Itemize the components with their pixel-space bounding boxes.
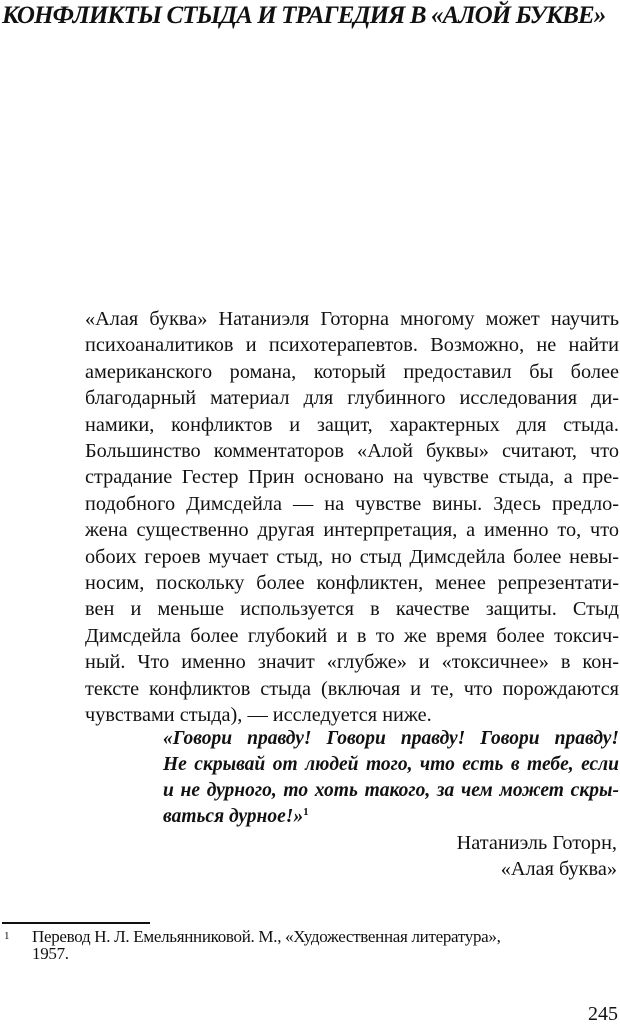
body-line: психоаналитиков и психотерапевтов. Возможно, не найти	[85, 334, 619, 357]
body-line: намики, конфликтов и защит, характерных для стыда.	[85, 413, 619, 436]
footnote-marker: 1	[4, 930, 10, 942]
body-line: вен и меньше используется в качестве защиты. Стыд	[85, 598, 619, 621]
body-line: Большинство комментаторов «Алой буквы» считают, что	[85, 440, 619, 463]
footnote	[2, 928, 618, 962]
footnote-reference[interactable]: 1	[303, 806, 309, 818]
epigraph-line: «Говори правду! Говори правду! Говори правду!	[163, 728, 619, 749]
epigraph-quote	[163, 726, 619, 830]
epigraph-line-last	[163, 804, 619, 830]
body-line: чувствами стыда), — исследуется ниже.	[85, 704, 432, 727]
body-line: ный. Что именно значит «глубже» и «токсичнее» в кон-	[85, 651, 619, 674]
footnote-text-line2: 1957.	[32, 944, 69, 963]
footnote-text-line1: Перевод Н. Л. Емельянниковой. М., «Художественная литература»,	[32, 927, 501, 946]
epigraph-line: и не дурного, то хоть такого, за чем может скры-	[163, 780, 619, 801]
body-paragraph	[85, 306, 619, 729]
footnote-divider	[2, 922, 150, 924]
page-number: 245	[588, 1003, 618, 1025]
attribution-work: «Алая буква»	[500, 858, 617, 881]
body-line: Димсдейла более глубокий и в то же время более токсич-	[85, 624, 619, 647]
epigraph-line-text: ваться дурное!»	[163, 806, 304, 827]
epigraph-attribution	[457, 830, 617, 883]
body-line: носим, поскольку более конфликтен, менее репрезентати-	[85, 572, 619, 595]
body-line: страдание Гестер Прин основано на чувстве стыда, а пре-	[85, 466, 619, 489]
running-head: КОНФЛИКТЫ СТЫДА И ТРАГЕДИЯ В «АЛОЙ БУКВЕ»	[2, 2, 606, 29]
body-line: благодарный материал для глубинного исследования ди-	[85, 387, 619, 410]
epigraph-line: Не скрывай от людей того, что есть в тебе, если	[163, 754, 619, 775]
body-line: жена существенно другая интерпретация, а именно то, что	[85, 519, 619, 542]
body-line: обоих героев мучает стыд, но стыд Димсдейла более невы-	[85, 545, 619, 568]
body-line: «Алая буква» Натаниэля Готорна многому может научить	[85, 308, 619, 330]
body-line: тексте конфликтов стыда (включая и те, что порождаются	[85, 677, 619, 700]
body-line: американского романа, который предоставил бы более	[85, 360, 619, 383]
attribution-author: Натаниэль Готорн,	[456, 832, 617, 854]
body-line: подобного Димсдейла — на чувстве вины. Здесь предло-	[85, 492, 619, 515]
